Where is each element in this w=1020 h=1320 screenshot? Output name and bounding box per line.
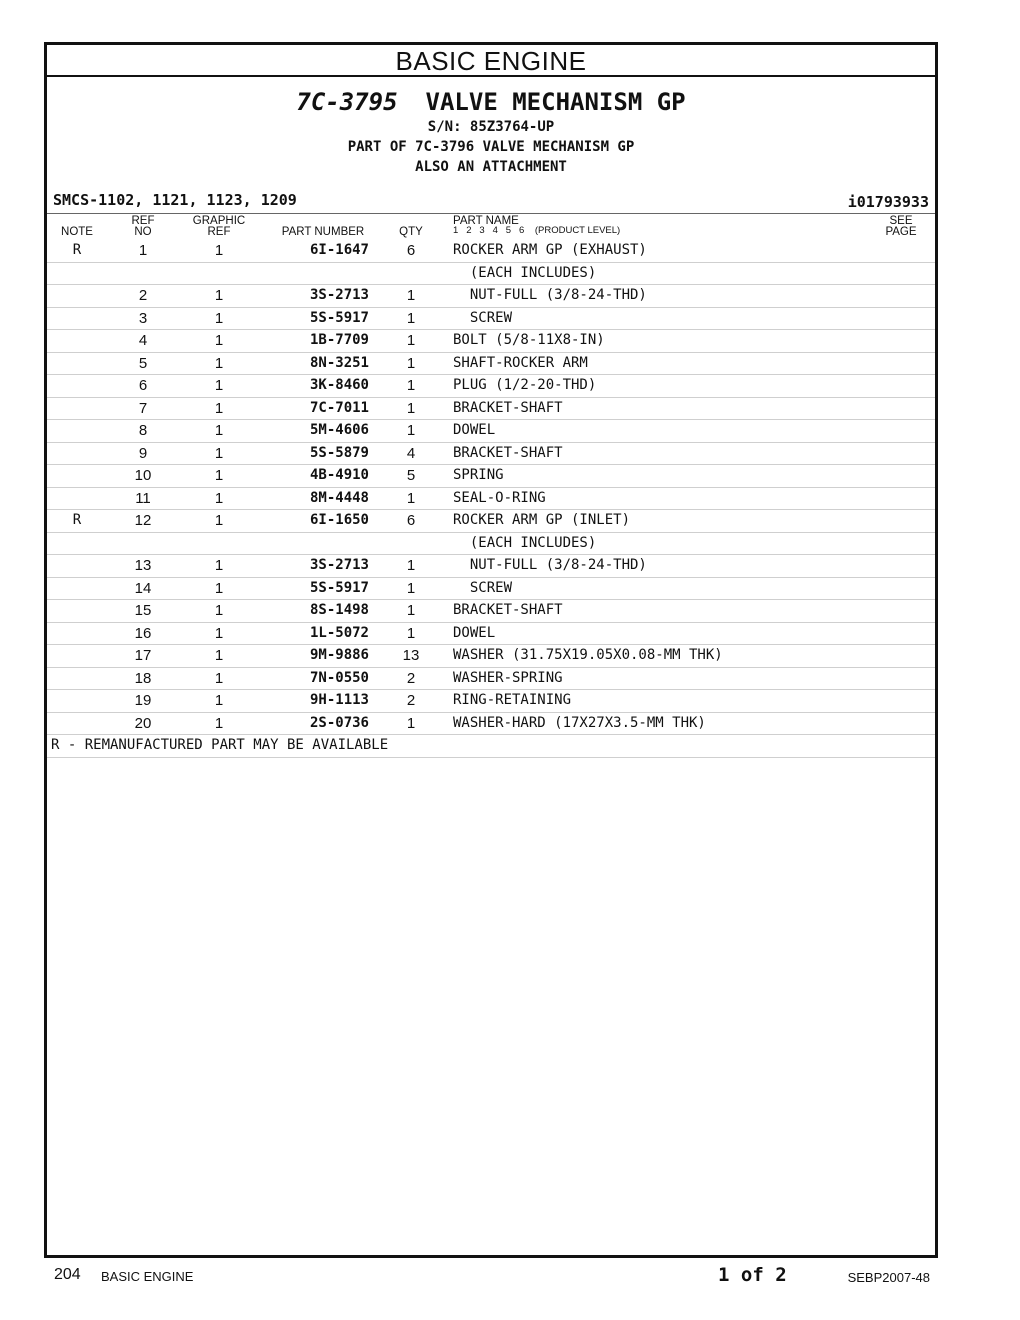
row-part-number: 9M-9886: [309, 647, 369, 663]
row-part-name: DOWEL: [453, 624, 496, 641]
row-qty: 4: [406, 444, 416, 462]
row-part-number: 6I-1650: [309, 512, 369, 528]
row-graphic-ref: 1: [214, 377, 224, 394]
footer-section: BASIC ENGINE: [101, 1269, 194, 1284]
row-graphic-ref: 1: [214, 512, 224, 529]
row-graphic-ref: 1: [214, 287, 224, 304]
row-part-name: WASHER (31.75X19.05X0.08-MM THK): [453, 647, 723, 663]
page-number: 204: [54, 1266, 81, 1283]
row-qty: 1: [406, 309, 416, 327]
meta-line: [47, 189, 935, 211]
col-part-name: PART NAME: [453, 215, 519, 227]
part-of-note: PART OF 7C-3796 VALVE MECHANISM GP: [347, 139, 635, 155]
sheet-counter: 1 of 2: [718, 1264, 787, 1286]
row-ref-no: 20: [134, 714, 152, 732]
row-graphic-ref: 1: [214, 242, 224, 259]
group-name: VALVE MECHANISM GP: [425, 88, 686, 116]
row-qty: 5: [406, 467, 416, 484]
row-part-name: SPRING: [453, 467, 504, 483]
row-qty: 6: [406, 242, 416, 259]
row-part-name: BRACKET-SHAFT: [453, 399, 563, 416]
table-row: [47, 690, 935, 713]
row-ref-no: 4: [138, 332, 148, 349]
col-product-level: 1 2 3 4 5 6 (PRODUCT LEVEL): [453, 225, 621, 236]
parts-table: [47, 240, 935, 735]
table-row: [47, 623, 935, 646]
col-qty: QTY: [399, 226, 423, 238]
row-ref-no: 6: [138, 377, 148, 394]
remanufactured-note: R - REMANUFACTURED PART MAY BE AVAILABLE: [47, 735, 935, 758]
row-part-name: SCREW: [453, 309, 513, 326]
col-ref-top: REF: [131, 215, 155, 227]
row-graphic-ref: 1: [214, 669, 224, 687]
row-qty: 1: [406, 579, 416, 597]
row-qty: 1: [406, 489, 416, 507]
row-ref-no: 17: [134, 647, 152, 664]
row-graphic-ref: 1: [214, 714, 224, 732]
row-part-name: NUT-FULL (3/8-24-THD): [453, 287, 647, 303]
row-part-name: RING-RETAINING: [453, 692, 572, 708]
row-part-number: 5S-5917: [309, 579, 369, 596]
row-part-name: BRACKET-SHAFT: [453, 444, 563, 461]
table-row: [47, 353, 935, 376]
row-part-name: (EACH INCLUDES): [453, 534, 597, 551]
row-part-number: 8N-3251: [309, 354, 369, 371]
row-ref-no: 10: [134, 467, 152, 484]
row-graphic-ref: 1: [214, 422, 224, 439]
page-footer: [0, 1264, 1020, 1294]
row-qty: 1: [406, 377, 416, 394]
row-part-name: ROCKER ARM GP (INLET): [453, 512, 631, 528]
row-ref-no: 5: [138, 354, 148, 372]
table-row: [47, 240, 935, 263]
row-part-number: 6I-1647: [309, 242, 369, 258]
row-part-number: 9H-1113: [309, 692, 369, 708]
row-graphic-ref: 1: [214, 489, 224, 507]
row-graphic-ref: 1: [214, 579, 224, 597]
page-frame: [44, 42, 938, 1258]
row-graphic-ref: 1: [214, 309, 224, 327]
col-see-bottom: PAGE: [885, 226, 917, 238]
row-ref-no: 8: [138, 422, 148, 439]
table-row: [47, 375, 935, 398]
row-graphic-ref: 1: [214, 647, 224, 664]
row-note: R: [72, 512, 82, 528]
table-row: [47, 398, 935, 421]
row-qty: 13: [402, 647, 420, 664]
row-qty: 1: [406, 422, 416, 439]
row-part-name: SEAL-O-RING: [453, 489, 546, 506]
attachment-note: ALSO AN ATTACHMENT: [415, 159, 567, 175]
document-id: SEBP2007-48: [847, 1270, 930, 1285]
row-qty: 1: [406, 624, 416, 642]
table-row: [47, 600, 935, 623]
row-part-number: 3S-2713: [309, 557, 369, 573]
table-row: [47, 510, 935, 533]
row-part-number: 8S-1498: [309, 602, 369, 618]
table-row: [47, 713, 935, 736]
table-row: [47, 308, 935, 331]
row-qty: 1: [406, 714, 416, 732]
row-graphic-ref: 1: [214, 444, 224, 462]
row-part-name: NUT-FULL (3/8-24-THD): [453, 557, 647, 573]
row-part-name: ROCKER ARM GP (EXHAUST): [453, 242, 647, 258]
table-row: [47, 263, 935, 286]
col-part-number: PART NUMBER: [281, 226, 365, 238]
row-graphic-ref: 1: [214, 399, 224, 417]
row-part-number: 7N-0550: [309, 669, 369, 686]
group-header: [47, 87, 935, 177]
row-ref-no: 9: [138, 444, 148, 462]
row-part-name: SCREW: [453, 579, 513, 596]
row-ref-no: 14: [134, 579, 152, 597]
row-part-number: 3S-2713: [309, 287, 369, 303]
serial-range: S/N: 85Z3764-UP: [427, 119, 555, 135]
row-ref-no: 13: [134, 557, 152, 574]
row-graphic-ref: 1: [214, 557, 224, 574]
table-row: [47, 645, 935, 668]
column-header: [47, 213, 935, 240]
row-ref-no: 12: [134, 512, 152, 529]
row-part-number: 4B-4910: [309, 467, 369, 483]
table-row: [47, 465, 935, 488]
col-see-top: SEE: [889, 215, 913, 227]
row-graphic-ref: 1: [214, 602, 224, 619]
table-row: [47, 488, 935, 511]
table-row: [47, 578, 935, 601]
table-row: [47, 533, 935, 556]
smcs-codes: SMCS-1102, 1121, 1123, 1209: [53, 191, 297, 209]
row-ref-no: 3: [138, 309, 148, 327]
row-graphic-ref: 1: [214, 354, 224, 372]
table-row: [47, 330, 935, 353]
row-ref-no: 1: [138, 242, 148, 259]
row-graphic-ref: 1: [214, 624, 224, 642]
col-graphic-bottom: REF: [207, 226, 231, 238]
row-part-number: 3K-8460: [309, 377, 369, 393]
col-ref-bottom: NO: [134, 226, 152, 238]
row-qty: 1: [406, 399, 416, 417]
row-ref-no: 19: [134, 692, 152, 709]
row-graphic-ref: 1: [214, 692, 224, 709]
row-part-number: 5S-5879: [309, 444, 369, 461]
table-row: [47, 668, 935, 691]
table-row: [47, 420, 935, 443]
group-title: [47, 87, 935, 117]
row-part-name: PLUG (1/2-20-THD): [453, 377, 597, 393]
row-ref-no: 16: [134, 624, 152, 642]
row-qty: 6: [406, 512, 416, 529]
table-row: [47, 443, 935, 466]
row-part-name: BOLT (5/8-11X8-IN): [453, 332, 605, 348]
row-qty: 2: [406, 669, 416, 687]
row-ref-no: 2: [138, 287, 148, 304]
row-note: R: [72, 242, 82, 258]
section-title: BASIC ENGINE: [47, 45, 935, 77]
row-ref-no: 7: [138, 399, 148, 417]
row-graphic-ref: 1: [214, 332, 224, 349]
row-qty: 2: [406, 692, 416, 709]
row-part-name: SHAFT-ROCKER ARM: [453, 354, 588, 371]
row-part-name: WASHER-HARD (17X27X3.5-MM THK): [453, 714, 706, 731]
row-part-name: (EACH INCLUDES): [453, 264, 597, 281]
table-row: [47, 555, 935, 578]
row-graphic-ref: 1: [214, 467, 224, 484]
row-qty: 1: [406, 354, 416, 372]
row-qty: 1: [406, 287, 416, 304]
row-qty: 1: [406, 332, 416, 349]
row-part-number: 8M-4448: [309, 489, 369, 506]
group-part-number: 7C-3795: [296, 88, 398, 116]
row-ref-no: 15: [134, 602, 152, 619]
illustration-id: i01793933: [847, 193, 929, 211]
row-qty: 1: [406, 602, 416, 619]
row-part-name: BRACKET-SHAFT: [453, 602, 563, 618]
col-graphic-top: GRAPHIC: [192, 215, 246, 227]
row-part-number: 1B-7709: [309, 332, 369, 348]
row-qty: 1: [406, 557, 416, 574]
col-note: NOTE: [61, 226, 93, 238]
row-part-number: 5S-5917: [309, 309, 369, 326]
row-part-number: 2S-0736: [309, 714, 369, 731]
row-part-number: 5M-4606: [309, 422, 369, 438]
row-ref-no: 11: [135, 489, 151, 507]
row-part-name: WASHER-SPRING: [453, 669, 563, 686]
row-part-name: DOWEL: [453, 422, 496, 438]
table-row: [47, 285, 935, 308]
row-part-number: 7C-7011: [309, 399, 369, 416]
row-ref-no: 18: [134, 669, 152, 687]
row-part-number: 1L-5072: [309, 624, 369, 641]
